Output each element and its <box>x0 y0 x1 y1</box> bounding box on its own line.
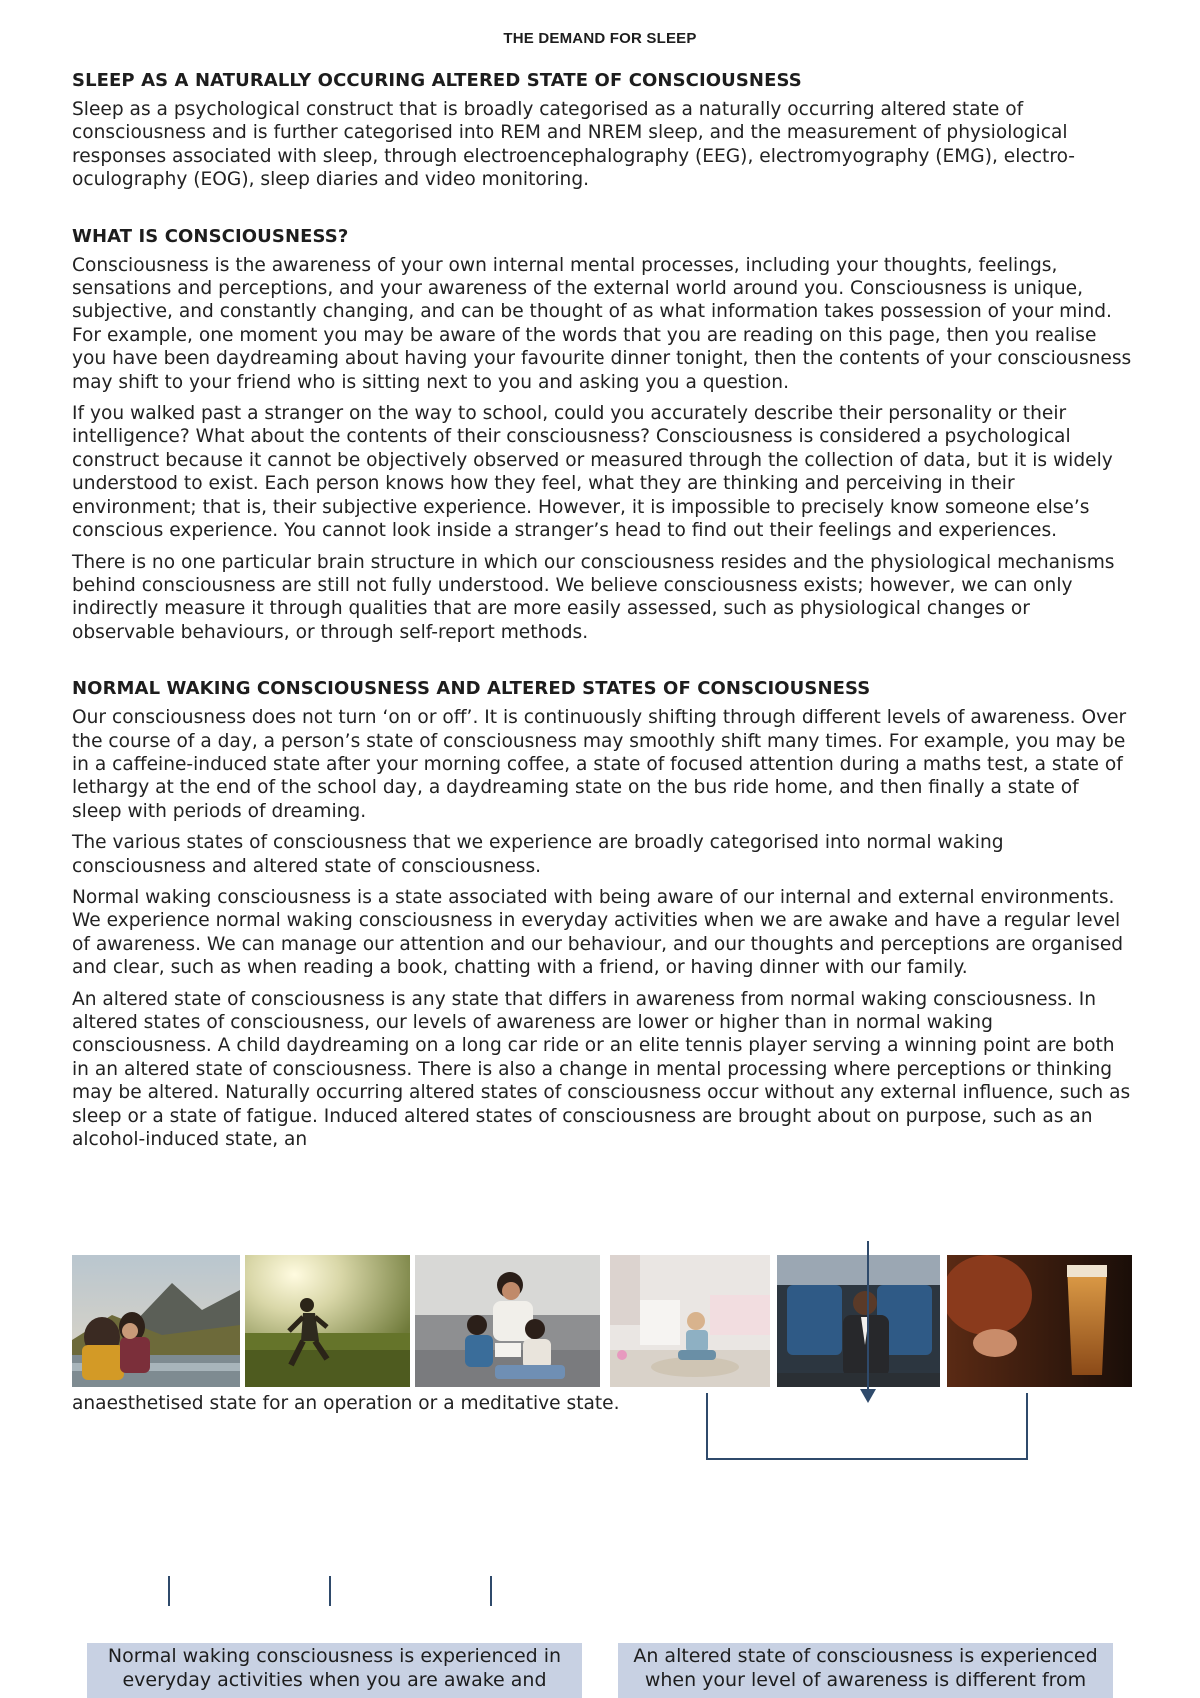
body-paragraph: An altered state of consciousness is any state that differs in awareness from normal waking consciousness. In altered states of consciousness, our levels of awareness are lower or higher than in normal waking consciousness. A child daydreaming on a long car ride or an elite tennis player serving a winning point are both in an altered state of consciousness. There is also a change in mental processing where perceptions or thinking may be altered. Naturally occurring altered states of consciousness occur without any external influence, such as sleep or a state of fatigue. Induced altered states of consciousness are brought about on purpose, such as an alcohol-induced state, an <box>72 988 1131 1151</box>
summary-box-normal-waking: Normal waking consciousness is experienced in everyday activities when you are awake and <box>87 1643 582 1698</box>
main-content <box>72 70 1132 1151</box>
arrow-down-icon <box>860 1389 876 1403</box>
section-what-is-consciousness <box>72 226 1132 645</box>
body-paragraph: Consciousness is the awareness of your own internal mental processes, including your thoughts, feelings, sensations and perceptions, and your awareness of the external world around you. Consciousness is unique, subjective, and constantly changing, and can be thought of as what information takes possession of your mind. For example, one moment you may be aware of the words that you are reading on this page, then you realise you have been daydreaming about having your favourite dinner tonight, then the contents of your consciousness may shift to your friend who is sitting next to you and asking you a question. <box>72 254 1132 393</box>
body-paragraph: The various states of consciousness that we experience are broadly categorised into normal waking consciousness and altered state of consciousness. <box>72 832 1004 877</box>
connector-line <box>329 1576 331 1606</box>
body-paragraph: There is no one particular brain structure in which our consciousness resides and the physiological mechanisms behind consciousness are still not fully understood. We believe consciousness exists; however, we can only indirectly measure it through qualities that are more easily assessed, such as physiological changes or observable behaviours, or through self-report methods. <box>72 551 1115 643</box>
photo-strip <box>72 1255 1132 1387</box>
child-playroom-photo <box>610 1255 770 1387</box>
summary-box-altered-state: An altered state of consciousness is experienced when your level of awareness is different from <box>618 1643 1113 1698</box>
connector-line <box>1026 1393 1028 1459</box>
section-heading: SLEEP AS A NATURALLY OCCURING ALTERED STATE OF CONSCIOUSNESS <box>72 70 802 91</box>
body-paragraph: Our consciousness does not turn ‘on or off’. It is continuously shifting through different levels of awareness. Over the course of a day, a person’s state of consciousness may smoothly shift many times. For example, you may be in a caffeine-induced state after your morning coffee, a state of focused attention during a maths test, a state of lethargy at the end of the school day, a daydreaming state on the bus ride home, and then finally a state of sleep with periods of dreaming. <box>72 707 1127 822</box>
connector-line <box>706 1458 1028 1460</box>
businessman-bus-photo <box>777 1255 940 1387</box>
continuation-text: anaesthetised state for an operation or a meditative state. <box>72 1393 620 1414</box>
body-paragraph: If you walked past a stranger on the way to school, could you accurately describe their personality or their intelligence? What about the contents of their consciousness? Consciousness is considered a psychological construct because it cannot be objectively observed or measured through the collection of data, but it is widely understood to exist. Each person knows how they feel, what they are thinking and perceiving in their environment; that is, their subjective experience. However, it is impossible to precisely know someone else’s conscious experience. You cannot look inside a stranger’s head to find out their feelings and experiences. <box>72 403 1113 542</box>
connector-line <box>490 1576 492 1606</box>
section-sleep-asc <box>72 70 1132 192</box>
connector-line <box>867 1241 869 1393</box>
runner-field-photo <box>245 1255 410 1387</box>
section-heading: WHAT IS CONSCIOUSNESS? <box>72 225 349 247</box>
running-head-title: THE DEMAND FOR SLEEP <box>503 30 697 47</box>
friends-scenic-photo <box>72 1255 240 1387</box>
family-couch-photo <box>415 1255 600 1387</box>
body-paragraph: Normal waking consciousness is a state associated with being aware of our internal and external environments. We experience normal waking consciousness in everyday activities when we are awake and have a regular level of awareness. We can manage our attention and our behaviour, and our thoughts and perceptions are organised and clear, such as when reading a book, chatting with a friend, or having dinner with our family. <box>72 886 1124 979</box>
section-heading: NORMAL WAKING CONSCIOUSNESS AND ALTERED STATES OF CONSCIOUSNESS <box>72 678 871 700</box>
beer-glass-photo <box>947 1255 1132 1387</box>
connector-line <box>706 1393 708 1459</box>
section-nwc-asc <box>72 678 1132 1151</box>
connector-line <box>168 1576 170 1606</box>
body-paragraph: Sleep as a psychological construct that is broadly categorised as a naturally occurring altered state of consciousness and is further categorised into REM and NREM sleep, and the measurement of physiological responses associated with sleep, through electroencephalography (EEG), electromyography (EMG), electro-oculography (EOG), sleep diaries and video monitoring. <box>72 99 1076 191</box>
